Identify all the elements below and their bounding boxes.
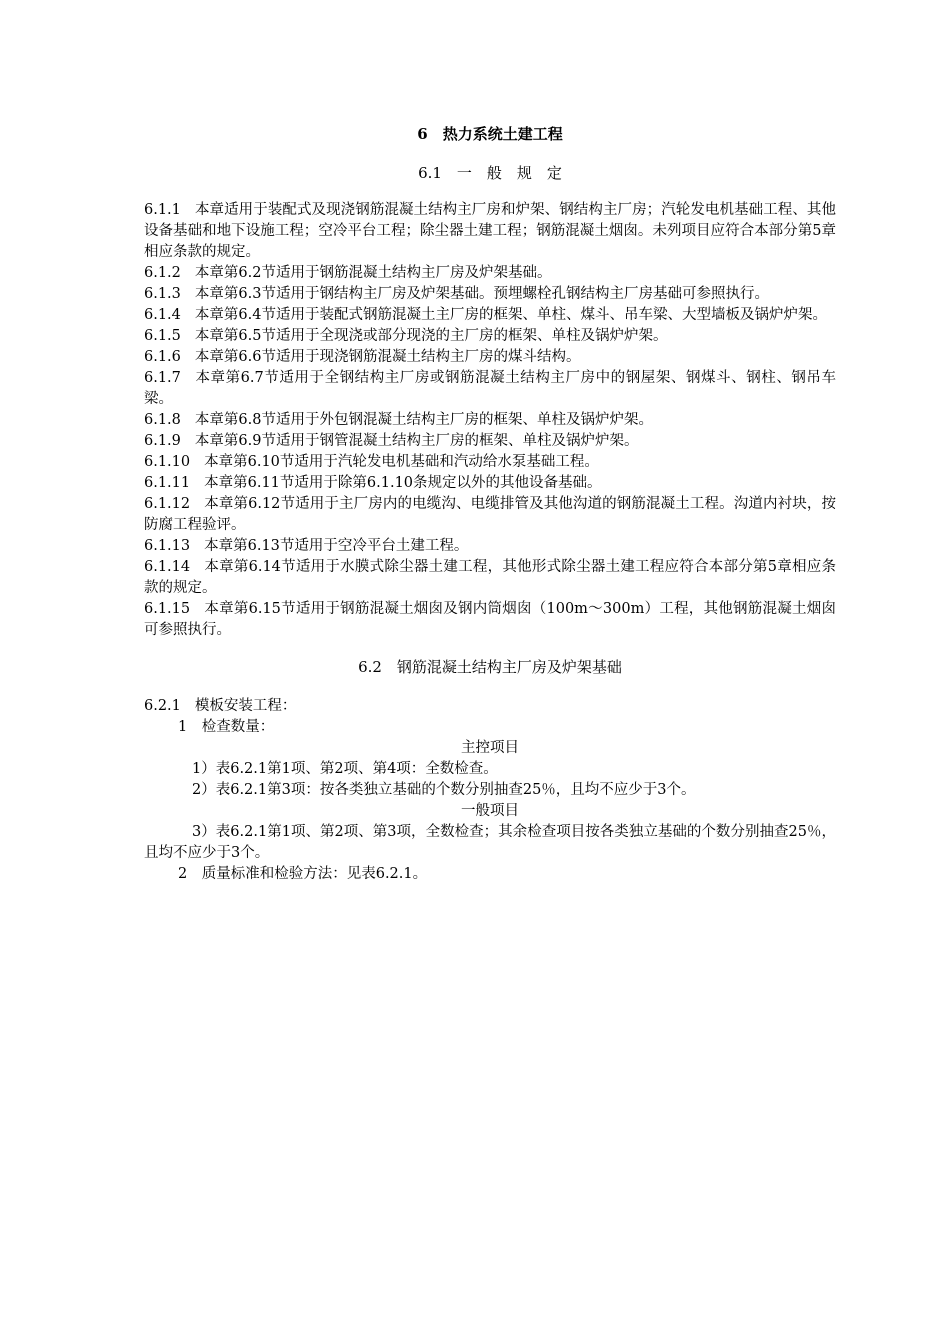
clause-6-1-7	[144, 368, 836, 410]
general-item-label: 一般项目	[461, 803, 519, 819]
clause-text: 本章第6.13节适用于空冷平台土建工程。	[204, 538, 469, 554]
section-6-1-clauses	[144, 200, 836, 641]
clause-text: 本章第6.7节适用于全钢结构主厂房或钢筋混凝土结构主厂房中的钢屋架、钢煤斗、钢柱、钢吊车梁。	[144, 370, 836, 407]
clause-number: 6.1.4	[144, 307, 181, 323]
clause-text: 本章第6.8节适用于外包钢混凝土结构主厂房的框架、单柱及锅炉炉架。	[194, 412, 653, 428]
clause-text: 本章第6.3节适用于钢结构主厂房及炉架基础。预埋螺栓孔钢结构主厂房基础可参照执行。	[194, 286, 769, 302]
clause-text: 本章第6.2节适用于钢筋混凝土结构主厂房及炉架基础。	[194, 265, 552, 281]
clause-number: 6.1.10	[144, 454, 191, 470]
chapter-title: 6 热力系统土建工程	[417, 125, 563, 143]
section-title-6-2: 6.2 钢筋混凝土结构主厂房及炉架基础	[358, 658, 622, 676]
clause-6-1-2	[144, 263, 836, 284]
item-quality-standard: 2 质量标准和检验方法：见表6.2.1。	[178, 866, 428, 882]
clause-6-1-15	[144, 599, 836, 641]
clause-6-1-6	[144, 347, 836, 368]
clause-number: 6.1.14	[144, 559, 191, 575]
clause-text: 本章第6.6节适用于现浇钢筋混凝土结构主厂房的煤斗结构。	[194, 349, 581, 365]
item-inspection-quantity: 1 检查数量：	[178, 719, 275, 735]
clause-text: 本章第6.5节适用于全现浇或部分现浇的主厂房的框架、单柱及锅炉炉架。	[194, 328, 668, 344]
main-control-label: 主控项目	[461, 740, 519, 756]
clause-text: 模板安装工程：	[194, 698, 297, 714]
clause-number: 6.1.8	[144, 412, 181, 428]
clause-text: 本章第6.11节适用于除第6.1.10条规定以外的其他设备基础。	[204, 475, 602, 491]
general-item-3: 3）表6.2.1第1项、第2项、第3项，全数检查；其余检查项目按各类独立基础的个数分别抽查25％，且均不应少于3个。	[144, 824, 836, 861]
section-6-2-body	[144, 696, 836, 885]
clause-number: 6.1.13	[144, 538, 191, 554]
clause-6-1-5	[144, 326, 836, 347]
clause-text: 本章第6.12节适用于主厂房内的电缆沟、电缆排管及其他沟道的钢筋混凝土工程。沟道内衬块，按防腐工程验评。	[144, 496, 836, 533]
document-page	[144, 124, 836, 885]
clause-6-1-3	[144, 284, 836, 305]
clause-text: 本章第6.14节适用于水膜式除尘器土建工程，其他形式除尘器土建工程应符合本部分第5章相应条款的规定。	[144, 559, 836, 596]
clause-6-1-8	[144, 410, 836, 431]
clause-text: 本章第6.4节适用于装配式钢筋混凝土主厂房的框架、单柱、煤斗、吊车梁、大型墙板及锅炉炉架。	[194, 307, 827, 323]
clause-number: 6.1.9	[144, 433, 181, 449]
clause-6-2-1	[144, 696, 836, 717]
clause-6-1-1	[144, 200, 836, 263]
section-title-6-1: 6.1 一 般 规 定	[418, 164, 562, 182]
clause-number: 6.1.11	[144, 475, 191, 491]
clause-6-1-9	[144, 431, 836, 452]
main-control-item-1: 1）表6.2.1第1项、第2项、第4项：全数检查。	[192, 761, 498, 777]
clause-number: 6.1.5	[144, 328, 181, 344]
clause-number: 6.1.15	[144, 601, 191, 617]
clause-6-1-4	[144, 305, 836, 326]
clause-number: 6.1.7	[144, 370, 181, 386]
clause-number: 6.2.1	[144, 698, 181, 714]
clause-number: 6.1.6	[144, 349, 181, 365]
clause-6-1-13	[144, 536, 836, 557]
clause-6-1-11	[144, 473, 836, 494]
main-control-item-2: 2）表6.2.1第3项：按各类独立基础的个数分别抽查25％，且均不应少于3个。	[192, 782, 696, 798]
clause-text: 本章第6.15节适用于钢筋混凝土烟囱及钢内筒烟囱（100m～300m）工程，其他钢筋混凝土烟囱可参照执行。	[144, 601, 836, 638]
clause-6-1-14	[144, 557, 836, 599]
clause-6-1-12	[144, 494, 836, 536]
clause-text: 本章第6.10节适用于汽轮发电机基础和汽动给水泵基础工程。	[204, 454, 599, 470]
clause-number: 6.1.12	[144, 496, 191, 512]
clause-text: 本章第6.9节适用于钢管混凝土结构主厂房的框架、单柱及锅炉炉架。	[194, 433, 639, 449]
clause-text: 本章适用于装配式及现浇钢筋混凝土结构主厂房和炉架、钢结构主厂房；汽轮发电机基础工程、其他设备基础和地下设施工程；空冷平台工程；除尘器土建工程；钢筋混凝土烟囱。未列项目应符合本部分第5章相应条款的规定。	[144, 202, 836, 260]
clause-number: 6.1.3	[144, 286, 181, 302]
clause-number: 6.1.2	[144, 265, 181, 281]
clause-number: 6.1.1	[144, 202, 181, 218]
clause-6-1-10	[144, 452, 836, 473]
